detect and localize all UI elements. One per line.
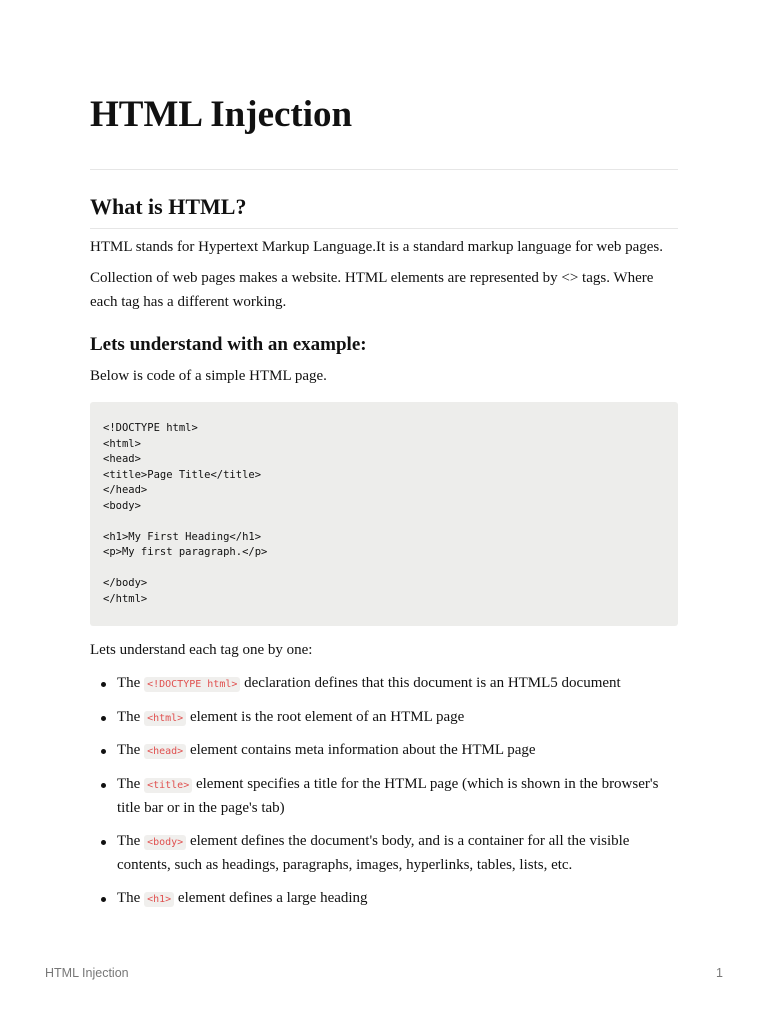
list-item-prefix: The xyxy=(117,775,141,792)
inline-code: <h1> xyxy=(144,892,174,907)
code-line: </body> xyxy=(103,577,148,589)
paragraph-html-elements: Collection of web pages makes a website. HTML elements are represented by <> tags. Where each tag has a different working. xyxy=(90,270,654,310)
section-divider xyxy=(90,228,678,229)
list-item-text: element defines the document's body, and is a container for all the visible contents, such as headings, paragraphs, images, hyperlinks, tables, lists, etc. xyxy=(117,832,630,873)
page-title: HTML Injection xyxy=(90,94,353,135)
code-line: <title>Page Title</title> xyxy=(103,468,262,481)
list-item xyxy=(90,706,678,731)
footer-page-number: 1 xyxy=(716,966,723,980)
code-line: <html> xyxy=(103,437,141,450)
inline-code: <html> xyxy=(144,711,186,726)
code-line xyxy=(103,561,665,577)
list-item-prefix: The xyxy=(117,675,141,691)
list-item-text: element defines a large heading xyxy=(177,889,368,906)
list-item-prefix: The xyxy=(117,832,141,849)
list-item-text: element is the root element of an HTML page xyxy=(189,708,465,725)
inline-code: <head> xyxy=(144,744,186,759)
list-item xyxy=(90,739,678,764)
paragraph-tag-intro: Lets understand each tag one by one: xyxy=(90,642,313,658)
code-line: </head> xyxy=(103,484,148,496)
list-item-prefix: The xyxy=(117,708,141,725)
code-line: <h1>My First Heading</h1> xyxy=(103,530,262,543)
section-heading-what-is-html: What is HTML? xyxy=(90,194,247,219)
code-line: </html> xyxy=(103,592,148,605)
list-item-text: element contains meta information about the HTML page xyxy=(189,742,536,758)
code-block xyxy=(90,402,678,626)
code-line xyxy=(103,514,665,530)
paragraph-code-intro: Below is code of a simple HTML page. xyxy=(90,368,327,384)
list-item xyxy=(90,830,678,878)
list-item-prefix: The xyxy=(117,889,141,906)
inline-code: <!DOCTYPE html> xyxy=(144,677,240,692)
code-line: <body> xyxy=(103,499,141,512)
list-item xyxy=(90,672,678,697)
list-item-text: declaration defines that this document is an HTML5 document xyxy=(244,675,621,691)
code-line: <!DOCTYPE html> xyxy=(103,422,198,434)
code-line: <head> xyxy=(103,453,141,465)
code-line: <p>My first paragraph.</p> xyxy=(103,546,268,558)
paragraph-html-definition: HTML stands for Hypertext Markup Language.It is a standard markup language for web pages. xyxy=(90,239,664,255)
list-item xyxy=(90,887,678,912)
footer-title: HTML Injection xyxy=(45,966,129,980)
list-item xyxy=(90,773,678,821)
list-item-text: element specifies a title for the HTML page (which is shown in the browser's title bar or in the page's tab) xyxy=(117,775,659,816)
inline-code: <body> xyxy=(144,835,186,850)
list-item-prefix: The xyxy=(117,742,141,758)
tag-list xyxy=(90,672,678,920)
inline-code: <title> xyxy=(144,778,192,793)
title-divider xyxy=(90,169,678,170)
section-heading-example: Lets understand with an example: xyxy=(90,334,367,355)
